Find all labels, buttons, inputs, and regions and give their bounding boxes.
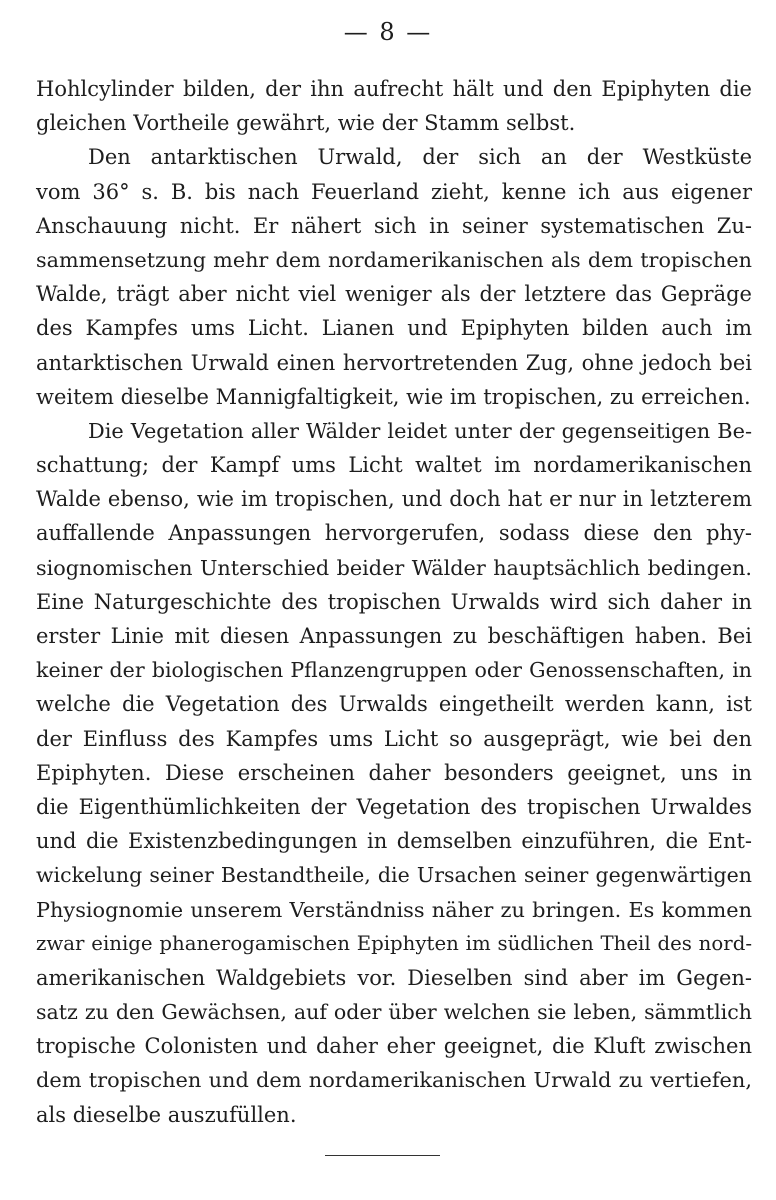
text-line: siognomischen Unterschied beider Wälder hauptsächlich bedingen.: [36, 555, 752, 580]
text-line: gleichen Vortheile gewährt, wie der Stamm selbst.: [36, 111, 576, 136]
text-line: tropische Colonisten und daher eher geeignet, die Kluft zwischen: [36, 1034, 752, 1059]
page-number: — 8 —: [343, 18, 433, 46]
body-text: [36, 72, 752, 1132]
text-line: antarktischen Urwald einen hervortretenden Zug, ohne jedoch bei: [36, 350, 752, 375]
text-line: amerikanischen Waldgebiets vor. Dieselben sind aber im Gegen-: [36, 965, 752, 990]
text-line: Hohlcylinder bilden, der ihn aufrecht hält und den Epiphyten die: [36, 77, 752, 101]
text-line: Die Vegetation aller Wälder leidet unter der gegenseitigen Be-: [88, 418, 752, 443]
text-line: satz zu den Gewächsen, auf oder über welchen sie leben, sämmtlich: [36, 1000, 752, 1025]
footer-rule: [325, 1155, 440, 1156]
text-line: Eine Naturgeschichte des tropischen Urwalds wird sich daher in: [36, 589, 752, 614]
text-line: auffallende Anpassungen hervorgerufen, sodass diese den phy-: [36, 521, 752, 546]
text-line: sammensetzung mehr dem nordamerikanischen als dem tropischen: [36, 247, 752, 272]
text-line: weitem dieselbe Mannigfaltigkeit, wie im tropischen, zu erreichen.: [36, 384, 751, 409]
text-line: vom 36° s. B. bis nach Feuerland zieht, kenne ich aus eigener: [36, 179, 752, 204]
text-line: wickelung seiner Bestandtheile, die Ursachen seiner gegenwärtigen: [36, 863, 752, 888]
text-line: Walde ebenso, wie im tropischen, und doch hat er nur in letzterem: [36, 487, 752, 512]
text-line: und die Existenzbedingungen in demselben einzuführen, die Ent-: [36, 829, 752, 854]
text-line: als dieselbe auszufüllen.: [36, 1102, 297, 1127]
text-line: dem tropischen und dem nordamerikanischen Urwald zu vertiefen,: [36, 1068, 752, 1093]
text-line: erster Linie mit diesen Anpassungen zu beschäftigen haben. Bei: [36, 624, 752, 648]
text-line: des Kampfes ums Licht. Lianen und Epiphyten bilden auch im: [36, 316, 752, 341]
text-line: der Einfluss des Kampfes ums Licht so ausgeprägt, wie bei den: [36, 726, 752, 751]
text-line: Anschauung nicht. Er nähert sich in seiner systematischen Zu-: [36, 213, 752, 238]
text-line: Walde, trägt aber nicht viel weniger als der letztere das Gepräge: [36, 282, 752, 307]
text-line: Epiphyten. Diese erscheinen daher besonders geeignet, uns in: [36, 760, 752, 785]
text-line: zwar einige phanerogamischen Epiphyten im südlichen Theil des nord-: [36, 931, 752, 955]
text-line: die Eigenthümlichkeiten der Vegetation des tropischen Urwaldes: [36, 794, 752, 819]
text-line: keiner der biologischen Pflanzengruppen oder Genossenschaften, in: [36, 658, 752, 683]
text-line: welche die Vegetation des Urwalds eingetheilt werden kann, ist: [36, 692, 752, 717]
text-line: Den antarktischen Urwald, der sich an der Westküste: [88, 145, 752, 170]
text-line: schattung; der Kampf ums Licht waltet im nordamerikanischen: [36, 453, 752, 478]
text-line: Physiognomie unserem Verständniss näher zu bringen. Es kommen: [36, 897, 752, 922]
